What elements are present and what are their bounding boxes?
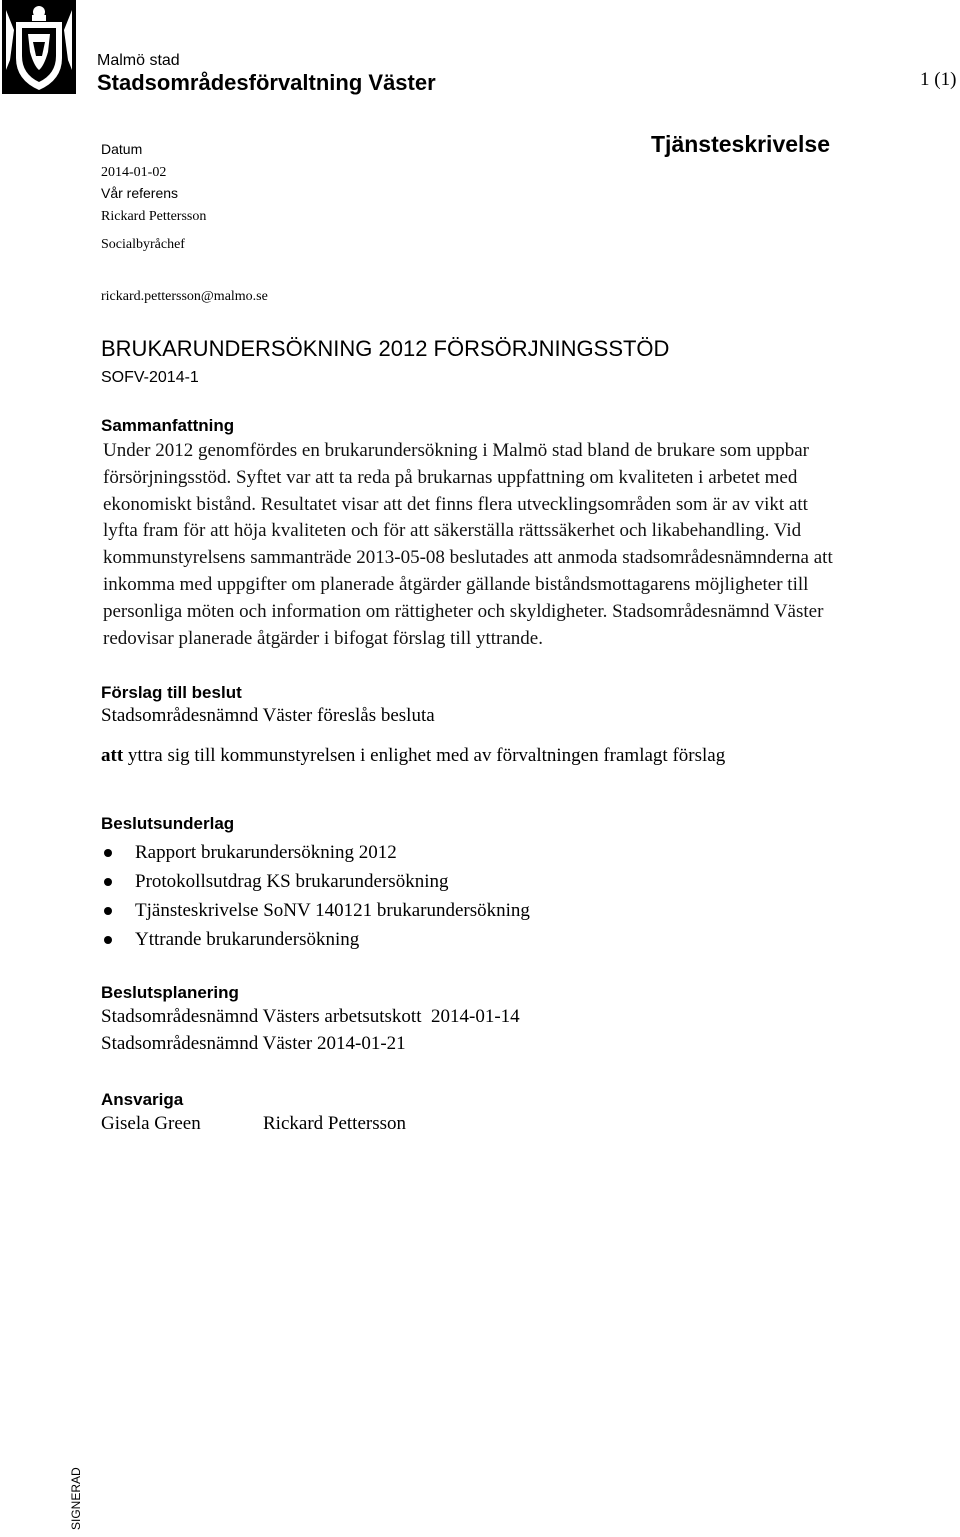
date-value: 2014-01-02 (101, 165, 167, 180)
proposal-heading: Förslag till beslut (101, 683, 242, 702)
planning-item: Stadsområdesnämnd Väster 2014-01-21 (101, 1033, 406, 1054)
case-number: SOFV-2014-1 (101, 369, 199, 386)
email-address[interactable]: rickard.pettersson@malmo.se (101, 289, 268, 304)
summary-line: personliga möten och information om rättigheter och skyldigheter. Stadsområdesnämnd Väster (103, 600, 824, 622)
page-number: 1 (1) (920, 69, 957, 90)
basis-list (101, 838, 530, 954)
organization-name: Malmö stad (97, 52, 180, 69)
document-title: BRUKARUNDERSÖKNING 2012 FÖRSÖRJNINGSSTÖD (101, 336, 670, 361)
bullet-icon (104, 849, 112, 857)
document-type: Tjänsteskrivelse (651, 131, 831, 157)
list-item-label: Rapport brukarundersökning 2012 (135, 842, 397, 863)
list-item-label: Tjänsteskrivelse SoNV 140121 brukarundersökning (135, 900, 530, 921)
summary-line: ekonomiskt bistånd. Resultatet visar att det finns flera utvecklingsområden som är av vikt att (103, 493, 808, 515)
malmo-coat-of-arms-icon (2, 0, 76, 94)
summary-line: inkomma med uppgifter om planerade åtgärder gällande biståndsmottagarens möjligheter till (103, 573, 809, 595)
responsible-person: Rickard Pettersson (263, 1113, 407, 1134)
summary-text (103, 438, 960, 652)
summary-line: lyfta fram för att höja kvaliteten och för att säkerställa rättssäkerhet och likabehandling. Vid (103, 520, 802, 542)
date-label: Datum (101, 141, 143, 157)
signed-stamp-text: SIGNERAD (69, 1467, 83, 1530)
planning-heading: Beslutsplanering (101, 983, 239, 1002)
proposal-decision-text: yttra sig till kommunstyrelsen i enlighet med av förvaltningen framlagt förslag (123, 745, 726, 766)
basis-heading: Beslutsunderlag (101, 814, 235, 833)
list-item (101, 896, 530, 925)
responsible-heading: Ansvariga (101, 1090, 184, 1109)
proposal-text: Stadsområdesnämnd Väster föreslås besluta (101, 705, 435, 726)
responsible-person: Gisela Green (101, 1113, 201, 1134)
summary-line: redovisar planerade åtgärder i bifogat förslag till yttrande. (103, 627, 543, 649)
summary-line: försörjningsstöd. Syftet var att ta reda på brukarnas uppfattning om kvaliteten i arbetet med (103, 466, 798, 488)
summary-line: kommunstyrelsens sammanträde 2013-05-08 beslutades att anmoda stadsområdesnämnderna att (103, 547, 833, 569)
department-name: Stadsområdesförvaltning Väster (97, 70, 436, 95)
list-item-label: Yttrande brukarundersökning (135, 929, 360, 950)
reference-title: Socialbyråchef (101, 237, 185, 252)
bullet-icon (104, 936, 112, 944)
list-item (101, 867, 530, 896)
bullet-icon (104, 878, 112, 886)
signed-stamp (50, 1460, 110, 1532)
att-word: att (101, 745, 124, 766)
reference-label: Vår referens (101, 185, 179, 201)
reference-name: Rickard Pettersson (101, 209, 207, 224)
summary-heading: Sammanfattning (101, 416, 235, 435)
bullet-icon (104, 907, 112, 915)
list-item (101, 838, 530, 867)
proposal-decision (101, 745, 725, 767)
summary-line: Under 2012 genomfördes en brukarundersökning i Malmö stad bland de brukare som uppbar (103, 440, 809, 461)
list-item-label: Protokollsutdrag KS brukarundersökning (135, 871, 449, 892)
list-item (101, 925, 530, 954)
planning-item: Stadsområdesnämnd Västers arbetsutskott 2014-01-14 (101, 1006, 520, 1027)
